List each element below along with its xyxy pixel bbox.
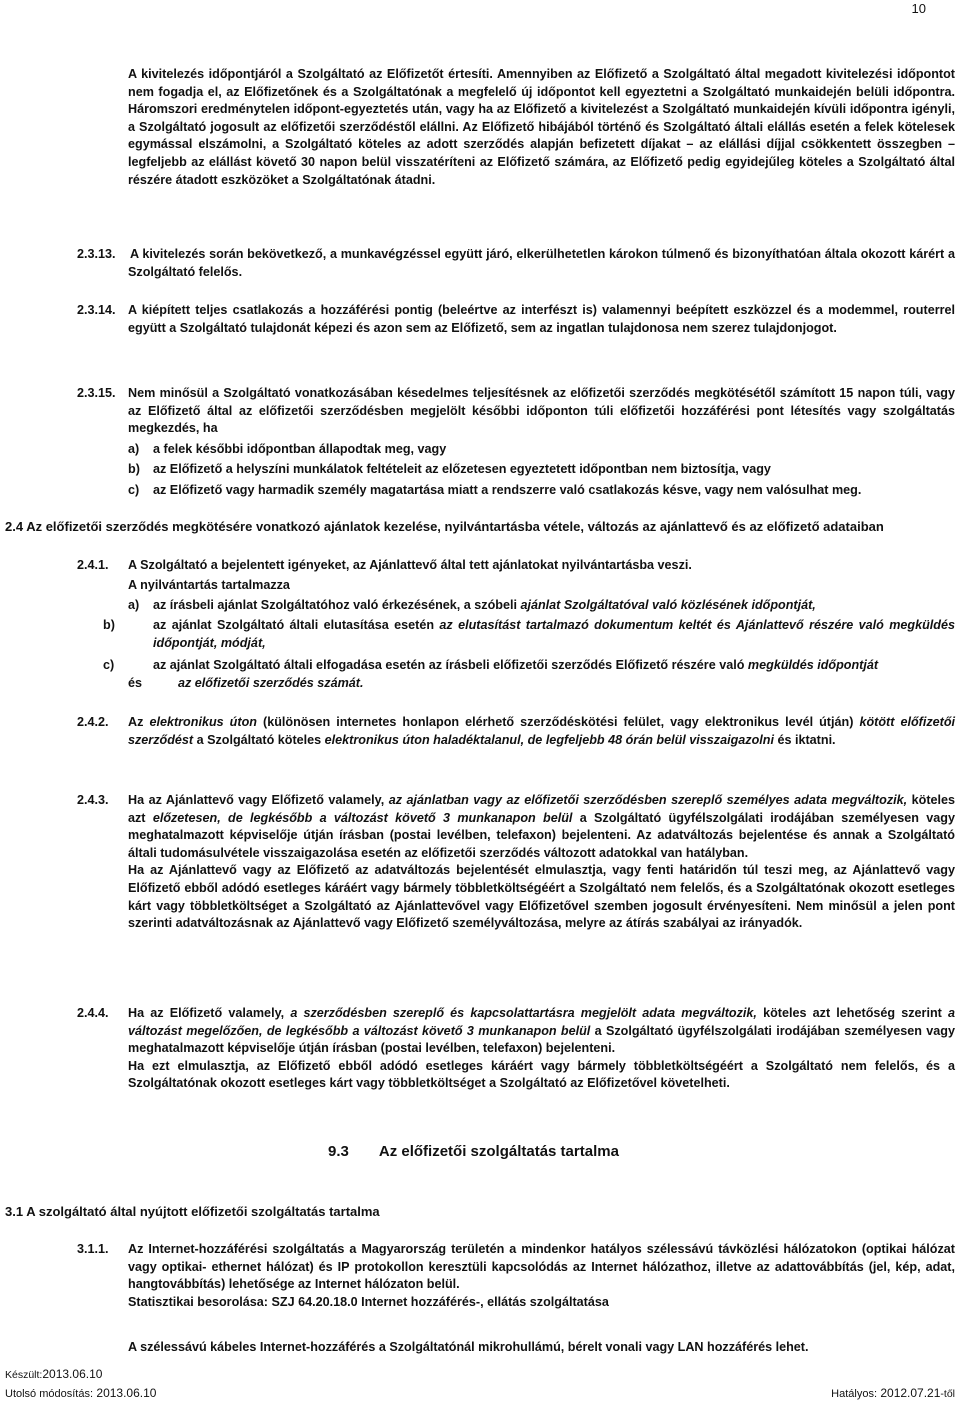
section-number-2-4-1: 2.4.1. [77, 558, 109, 572]
page-number: 10 [911, 1, 926, 16]
section-number-2-3-15: 2.3.15. [77, 386, 116, 400]
section-heading-2-4: 2.4 Az előfizetői szerződés megkötésére vonatkozó ajánlatok kezelése, nyilvántartásba vétele, változás az ajánlattevő és az előfizető adataiban [5, 519, 884, 534]
section-text-2-3-13: A kivitelezés során bekövetkező, a munkavégzéssel együtt járó, elkerülhetetlen károkon túlmenő és bizonyíthatóan általa okozott kárért a Szolgáltató felelős. [128, 247, 955, 279]
list-item: a) az írásbeli ajánlat Szolgáltatóhoz való érkezésének, a szóbeli ajánlat Szolgáltatóval való közlésének időpontját, [128, 598, 816, 612]
section-text-2-3-15: Nem minősül a Szolgáltató vonatkozásában késedelmes teljesítésnek az előfizetői szerződés megkötésétől számított 15 napon túli, vagy az Előfizető által az előfizetői szerződésben megjelölt későbbi időponton túli előfizetői hozzáférési pont létesítés vagy szolgáltatás megkezdés, ha [128, 386, 955, 436]
section-heading-3-1: 3.1 A szolgáltató által nyújtott előfizetői szolgáltatás tartalma [5, 1204, 380, 1219]
section-number-2-3-14: 2.3.14. [77, 303, 116, 317]
broadband-note: A szélessávú kábeles Internet-hozzáférés a Szolgáltatónál mikrohullámú, bérelt vonali vagy LAN hozzáférés lehet. [128, 1340, 809, 1354]
section-number-3-1-1: 3.1.1. [77, 1242, 109, 1256]
section-number-2-4-3: 2.4.3. [77, 793, 109, 807]
chapter-heading-9-3: 9.3 Az előfizetői szolgáltatás tartalma [328, 1143, 619, 1160]
section-text-2-3-14: A kiépített teljes csatlakozás a hozzáférési pontig (beleértve az interfészt is) valamennyi beépített eszközzel és a modemmel, routerrel együtt a Szolgáltató tulajdonát képezi és azon sem az Előfizető, sem az ingatlan tulajdonosa nem szerez tulajdonjogot. [128, 303, 955, 335]
section-number-2-4-4: 2.4.4. [77, 1006, 109, 1020]
list-item: a) a felek későbbi időpontban állapodtak meg, vagy [128, 442, 447, 456]
section-text-3-1-1: Az Internet-hozzáférési szolgáltatás a Magyarország területén a mindenkor hatályos szélessávú távközlési hálózatokon (optikai hálózat vagy optikai- ethernet hálózat) és IP protokollon keresztüli kapcsolódás az Internet hálózathoz, illetve az adattovábbítás (jel, kép, adat, hangtovábbítás) lehetősége az Internet hálózaton belül. Statisztikai besorolása: SZJ 64.20.18.0 Internet hozzáférés-, ellátás szolgáltatása [128, 1242, 955, 1309]
footer-created: Készült:2013.06.10 [5, 1367, 103, 1381]
section-number-2-4-2: 2.4.2. [77, 715, 109, 729]
footer-modified: Utolsó módosítás: 2013.06.10 [5, 1386, 157, 1400]
list-item: b) az Előfizető a helyszíni munkálatok feltételeit az előzetesen egyeztetett időpontban nem biztosítja, vagy [128, 462, 771, 476]
footer-effective: Hatályos: 2012.07.21-től [831, 1386, 955, 1400]
list-item: c) az ajánlat Szolgáltató általi elfogadása esetén az írásbeli előfizetői szerződés Előfizető részére való megküldés időpontját és az előfizetői szerződés számát. [103, 658, 879, 690]
section-text-2-4-3: Ha az Ajánlattevő vagy Előfizető valamely, az ajánlatban vagy az előfizetői szerződésben szereplő személyes adata megváltozik, köteles azt előzetesen, de legkésőbb a változást követő 3 munkanapon belül a Szolgáltató ügyfélszolgálati irodájában személyesen vagy meghatalmazott képviselője útján írásban (postai levélben, telefaxon) bejelenteni. Az adatváltozás bejelentése és annak a Szolgáltató általi tudomásulvétele visszaigazolása esetén az előfizetői szerződés változott adatokkal van hatályban. Ha az Ajánlattevő vagy az Előfizető az adatváltozás bejelentését elmulasztja, vagy fenti határidőn túl teszi meg, az Ajánlattevő vagy Előfizető ebből adódó esetleges káráért vagy bármely többletköltségéért a Szolgáltató nem felelős, és a Szolgáltatónak okozott esetleges kárt vagy többletköltséget a Szolgáltató az Ajánlattevővel vagy Előfizetővel szemben jogosult érvényesíteni. Nem minősül a jelen pont szerinti adatváltozásnak az Ajánlattevő vagy Előfizető személyváltozása, melyre az átírás szabályai az irányadók. [128, 793, 956, 931]
section-number-2-3-13: 2.3.13. [77, 247, 116, 261]
register-intro: A nyilvántartás tartalmazza [128, 578, 290, 592]
list-item: b) az ajánlat Szolgáltató általi elutasítása esetén az elutasítást tartalmazó dokumentum keltét és Ajánlattevő részére való megküldés időpontját, módját, [103, 618, 955, 650]
section-text-2-4-4: Ha az Előfizető valamely, a szerződésben szereplő és kapcsolattartásra megjelölt adata megváltozik, köteles azt lehetőség szerint a változást megelőzően, de legkésőbb a változást követő 3 munkanapon belül a Szolgáltató ügyfélszolgálati irodájában személyesen vagy meghatalmazott képviselője útján írásban (postai levélben, telefaxon) bejelenteni. Ha ezt elmulasztja, az Előfizető ebből adódó esetleges káráért vagy bármely többletköltségéért a Szolgáltató nem felelős, és a Szolgáltatónak okozott esetleges kárt vagy többletköltséget a Szolgáltató az Előfizetővel követelheti. [128, 1006, 956, 1091]
section-text-2-4-2: Az elektronikus úton (különösen internetes honlapon elérhető szerződéskötési felület, vagy elektronikus levél útján) kötött előfizetői szerződést a Szolgáltató köteles elektronikus úton haladéktalanul, de legfeljebb 48 órán belül visszaigazolni és iktatni. [128, 715, 956, 747]
section-text-2-4-1: A Szolgáltató a bejelentett igényeket, az Ajánlattevő által tett ajánlatokat nyilvántartásba veszi. [128, 558, 692, 572]
list-item: c) az Előfizető vagy harmadik személy magatartása miatt a rendszerre való csatlakozás késve, vagy nem valósulhat meg. [128, 483, 862, 497]
paragraph-kivitelezes: A kivitelezés időpontjáról a Szolgáltató az Előfizetőt értesíti. Amennyiben az Előfizető a Szolgáltató által megadott kivitelezési időpontot nem fogadja el, az Előfizetőnek és a Szolgáltatónak a megfelelő új időpontot kell egyeztetni a Szolgáltató munkaidején belüli időpontra. Háromszori eredménytelen időpont-egyeztetés után, vagy ha az Előfizető a kivitelezést a Szolgáltató munkaidején kívüli időpontra igényli, a Szolgáltató jogosult az előfizetői szerződéstől elállni. Az Előfizető hibájából történő és Szolgáltató általi elállás esetén a felek kötelesek egymással elszámolni, a Szolgáltató köteles az adott szerződés alapján befizetett díjakat – az elállási díjjal csökkentett összegben – legfeljebb az elállást követő 30 napon belül visszatéríteni az Előfizető számára, az Előfizető pedig egyidejűleg köteles a Szolgáltató által részére átadott eszközöket a Szolgáltatónak átadni. [128, 67, 955, 187]
